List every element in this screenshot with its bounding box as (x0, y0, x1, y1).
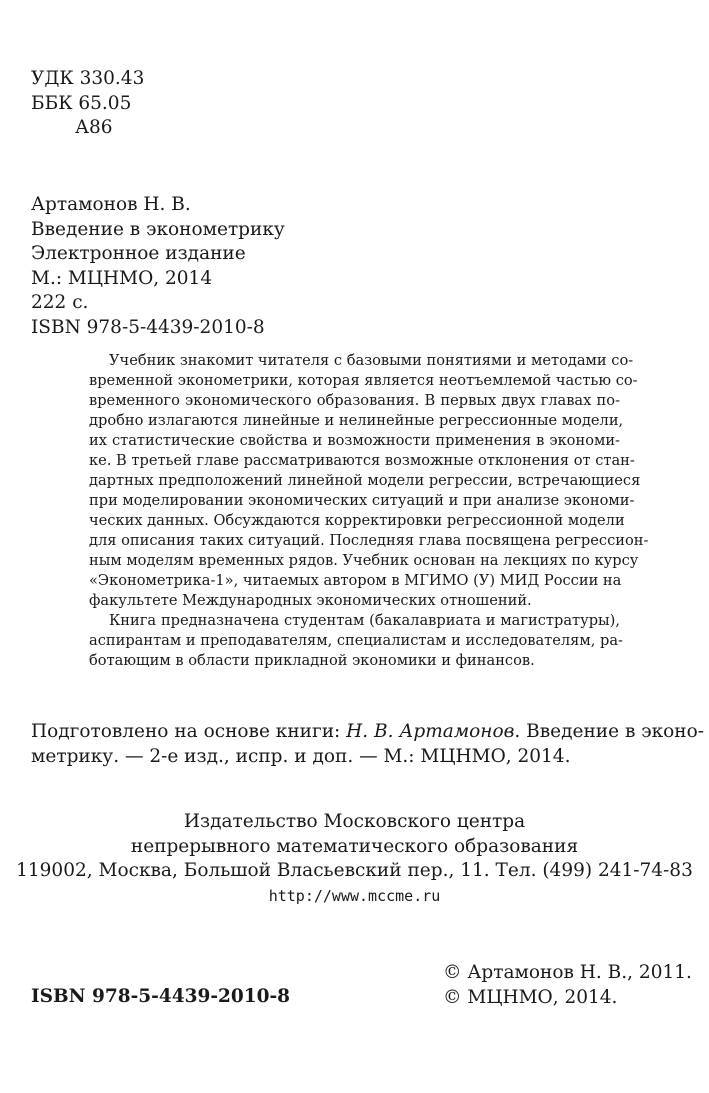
abstract-line: ке. В третьей главе рассматриваются возможные отклонения от стан- (89, 452, 635, 469)
abstract-line: их статистические свойства и возможности применения в экономи- (89, 432, 620, 449)
abstract-line: Книга предназначена студентам (бакалавриата и магистратуры), (109, 612, 620, 629)
copyright-block (443, 961, 692, 1010)
publisher-address: 119002, Москва, Большой Власьевский пер., 11. Тел. (499) 241-74-83 (16, 860, 693, 881)
bibliographic-entry (31, 193, 285, 340)
abstract-line: ным моделям временных рядов. Учебник основан на лекциях по курсу (89, 552, 639, 569)
abstract-line: временного экономического образования. В первых двух главах по- (89, 392, 620, 409)
bbk-code: ББК 65.05 (31, 92, 132, 114)
abstract-line: «Эконометрика-1», читаемых автором в МГИМО (У) МИД России на (89, 572, 622, 589)
abstract-line: дартных предположений линейной модели регрессии, встречающиеся (89, 472, 641, 489)
book-title: Введение в эконометрику (31, 218, 285, 240)
abstract-line: факультете Международных экономических отношений. (89, 592, 532, 609)
publisher-url-link[interactable]: http://www.mccme.ru (268, 886, 441, 905)
source-note-line-2: метрику. — 2-е изд., испр. и доп. — М.: МЦНМО, 2014. (31, 745, 571, 767)
abstract-line: дробно излагаются линейные и нелинейные регрессионные модели, (89, 412, 624, 429)
copyright-author: © Артамонов Н. В., 2011. (443, 962, 692, 983)
abstract-line: аспирантам и преподавателям, специалистам и исследователям, ра- (89, 632, 623, 649)
publisher-name-line-2: непрерывного математического образования (130, 835, 579, 857)
source-note (31, 720, 705, 769)
source-note-line-1 (31, 720, 705, 745)
source-note-rest: . Введение в эконо- (514, 721, 705, 742)
abstract-paragraph-1 (89, 351, 649, 611)
abstract-line: ботающим в области прикладной экономики и финансов. (89, 652, 535, 669)
source-note-prefix: Подготовлено на основе книги: (31, 721, 347, 742)
source-author: Н. В. Артамонов (346, 721, 515, 742)
abstract-paragraph-2 (89, 611, 623, 671)
footer-isbn: ISBN 978-5-4439-2010-8 (31, 986, 291, 1007)
author-mark: А86 (75, 117, 113, 138)
abstract-line: при моделировании экономических ситуаций и при анализе экономи- (89, 492, 635, 509)
classification-block (31, 67, 144, 141)
publisher-name-line-1: Издательство Московского центра (183, 811, 526, 832)
abstract-line: Учебник знакомит читателя с базовыми понятиями и методами со- (109, 352, 634, 369)
book-edition: Электронное издание (31, 243, 246, 264)
book-isbn: ISBN 978-5-4439-2010-8 (31, 316, 265, 338)
abstract-line: временной эконометрики, которая является неотъемлемой частью со- (89, 372, 638, 389)
abstract-line: для описания таких ситуаций. Последняя глава посвящена регрессион- (89, 532, 649, 549)
book-publisher: М.: МЦНМО, 2014 (31, 267, 213, 289)
abstract-line: ческих данных. Обсуждаются корректировки регрессионной модели (89, 512, 625, 529)
publisher-block (0, 810, 709, 908)
book-author: Артамонов Н. В. (31, 194, 191, 215)
udk-code: УДК 330.43 (31, 68, 145, 89)
book-pages: 222 с. (31, 292, 89, 313)
abstract (89, 351, 649, 671)
copyright-publisher: © МЦНМО, 2014. (443, 986, 618, 1008)
